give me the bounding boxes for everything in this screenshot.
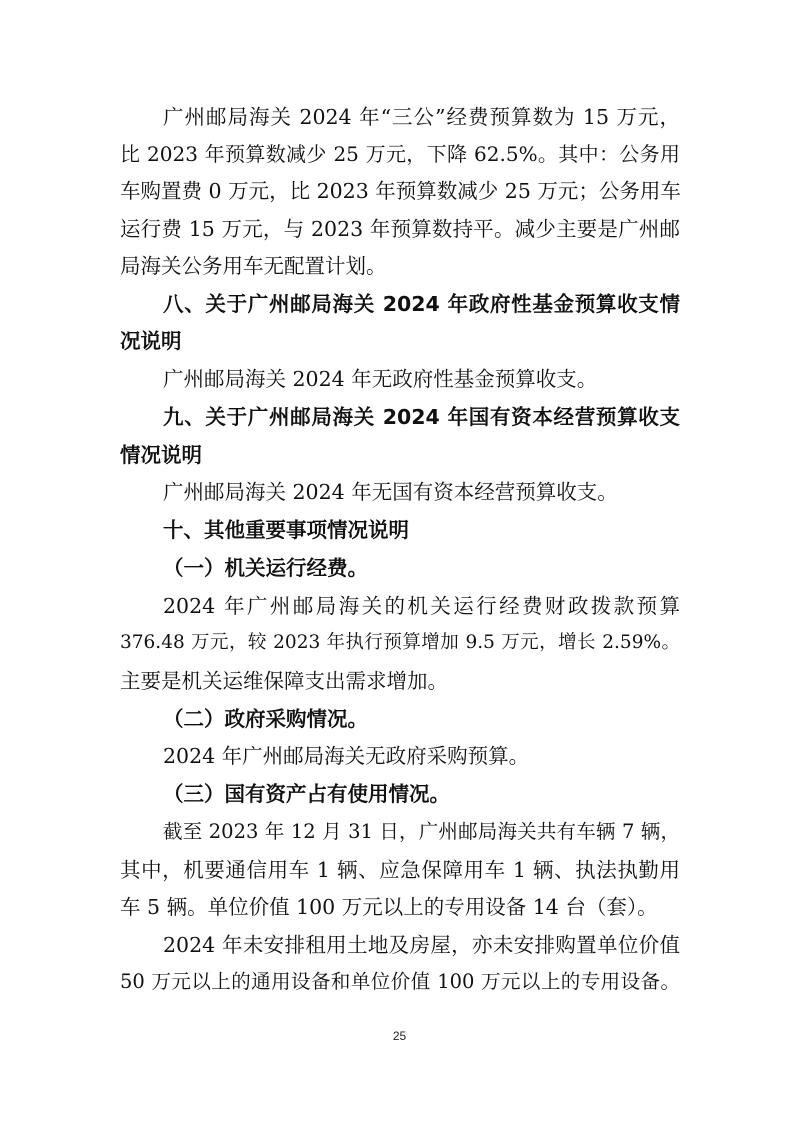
paragraph-line: 截至 2023 年 12 月 31 日，广州邮局海关共有车辆 7 辆， — [163, 820, 680, 843]
paragraph-line: 376.48 万元，较 2023 年执行预算增加 9.5 万元，增长 2.59%。 — [120, 632, 680, 653]
paragraph-line: 2024 年广州邮局海关无政府采购预算。 — [163, 744, 530, 768]
paragraph-line: 其中，机要通信用车 1 辆、应急保障用车 1 辆、执法执勤用 — [120, 858, 680, 882]
paragraph-line: 2024 年未安排租用土地及房屋，亦未安排购置单位价值 — [163, 933, 680, 957]
section-heading: 八、关于广州邮局海关 2024 年政府性基金预算收支情 — [163, 292, 680, 316]
paragraph-line: 50 万元以上的通用设备和单位价值 100 万元以上的专用设备。 — [120, 970, 680, 993]
paragraph-line: 广州邮局海关 2024 年无政府性基金预算收支。 — [163, 367, 598, 391]
paragraph-line: 比 2023 年预算数减少 25 万元，下降 62.5%。其中：公务用 — [120, 142, 680, 166]
section-heading: 情况说明 — [120, 443, 202, 467]
section-heading: 况说明 — [120, 329, 182, 353]
paragraph-line: 车 5 辆。单位价值 100 万元以上的专用设备 14 台（套）。 — [120, 895, 658, 919]
subsection-heading: （三）国有资产占有使用情况。 — [163, 782, 450, 806]
paragraph-line: 2024 年广州邮局海关的机关运行经费财政拨款预算 — [163, 594, 680, 618]
paragraph-line: 广州邮局海关 2024 年无国有资本经营预算收支。 — [163, 480, 618, 504]
paragraph-line: 广州邮局海关 2024 年“三公”经费预算数为 15 万元， — [163, 105, 680, 129]
subsection-heading: （一）机关运行经费。 — [163, 556, 368, 580]
paragraph-line: 车购置费 0 万元，比 2023 年预算数减少 25 万元；公务用车 — [120, 179, 681, 203]
section-heading: 九、关于广州邮局海关 2024 年国有资本经营预算收支 — [163, 405, 680, 429]
paragraph-line: 运行费 15 万元，与 2023 年预算数持平。减少主要是广州邮 — [120, 217, 680, 241]
paragraph-line: 局海关公务用车无配置计划。 — [120, 254, 387, 278]
section-heading: 十、其他重要事项情况说明 — [163, 518, 409, 542]
page-number: 25 — [392, 1029, 407, 1043]
subsection-heading: （二）政府采购情况。 — [163, 707, 368, 731]
paragraph-line: 主要是机关运维保障支出需求增加。 — [120, 669, 448, 693]
